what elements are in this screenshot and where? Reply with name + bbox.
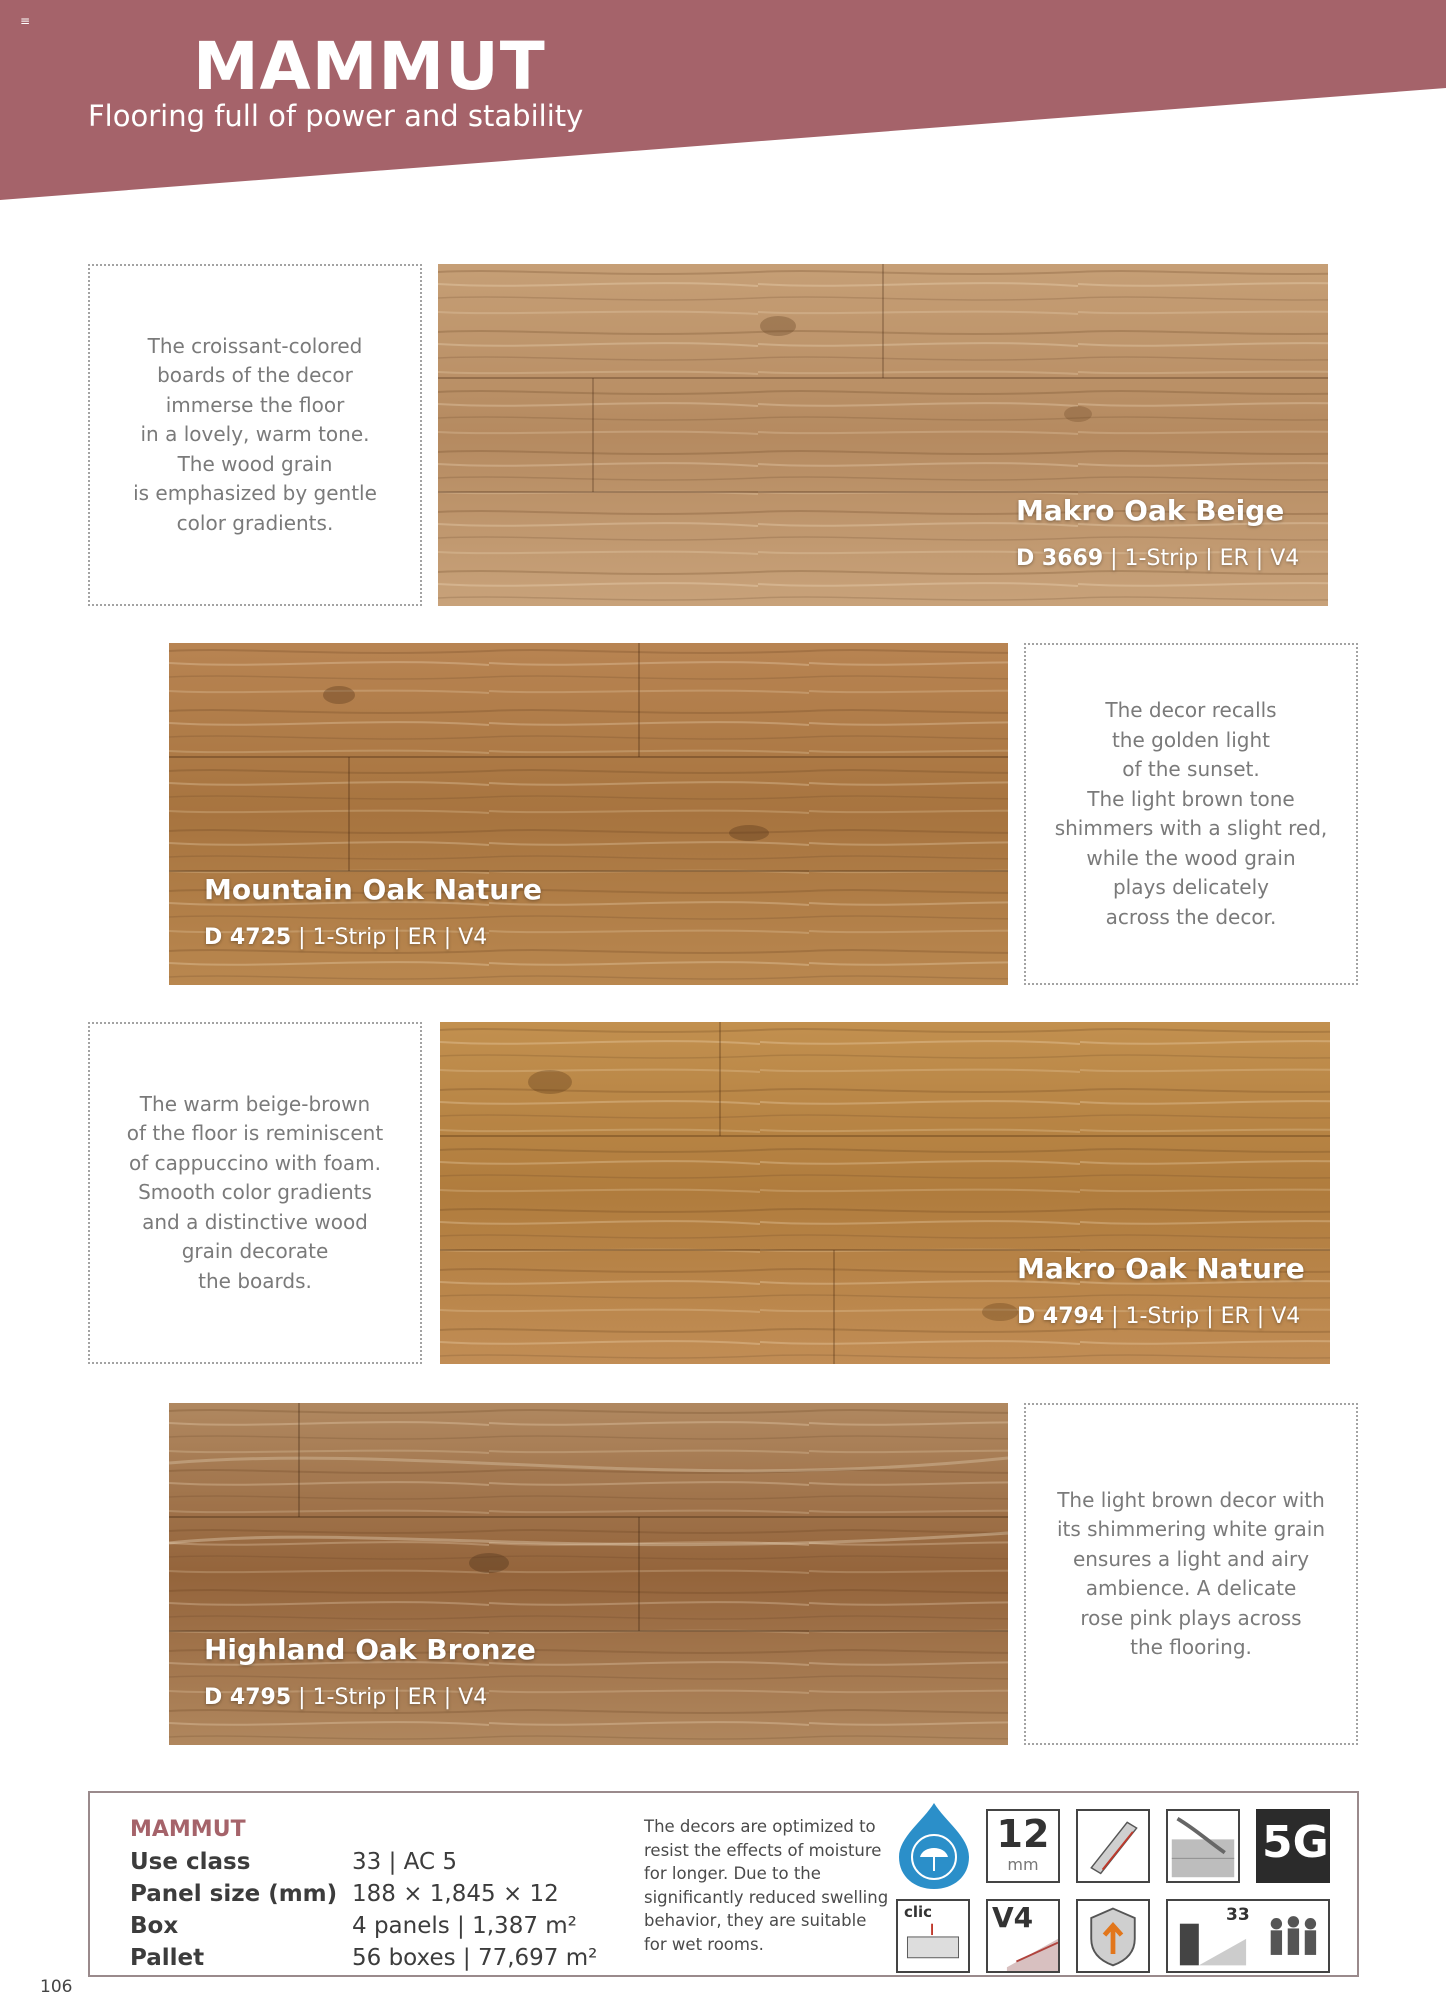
thickness-icon: 12 mm (986, 1809, 1060, 1883)
spec-value: 56 boxes | 77,697 m² (352, 1945, 598, 1971)
bevel-edge-icon (1076, 1809, 1150, 1883)
decor-code: D 4794 | 1-Strip | ER | V4 (1017, 1304, 1301, 1329)
decor-description: The decor recalls the golden light of the sunset. The light brown tone shimmers with a slight red, while the wood grain plays delicately across the decor. (1054, 698, 1328, 929)
spec-value: 4 panels | 1,387 m² (352, 1913, 577, 1939)
decor-description-box (1024, 1403, 1358, 1745)
decor-description: The light brown decor with its shimmering white grain ensures a light and airy ambience. A delicate rose pink plays across the flooring. (1056, 1487, 1326, 1659)
decor-description: The croissant-colored boards of the decor immerse the floor in a lovely, warm tone. The wood grain is emphasized by gentle color gradients. (133, 333, 377, 535)
decor-name: Makro Oak Beige (1016, 494, 1285, 527)
moisture-guard-icon (893, 1801, 975, 1891)
menu-icon[interactable]: ≡ (20, 14, 31, 28)
surface-texture-icon (1166, 1809, 1240, 1883)
decor-image-makro-oak-beige (438, 264, 1328, 606)
v4-groove-icon: V4 (986, 1899, 1060, 1973)
5g-lock-icon: 5G (1256, 1809, 1330, 1883)
decor-description: The warm beige-brown of the floor is reminiscent of cappuccino with foam. Smooth color gradients and a distinctive wood grain decorate the boards. (126, 1091, 384, 1293)
decor-name: Mountain Oak Nature (204, 873, 543, 906)
spec-label: Pallet (130, 1945, 205, 1971)
decor-description-box (1024, 643, 1358, 985)
spec-label: Box (130, 1913, 179, 1939)
decor-name: Makro Oak Nature (1017, 1252, 1305, 1285)
clic-system-icon: clic (896, 1899, 970, 1973)
spec-brand: MAMMUT (130, 1817, 246, 1842)
spec-value: 33 | AC 5 (352, 1849, 457, 1875)
spec-label: Panel size (mm) (130, 1881, 338, 1907)
decor-image-makro-oak-nature (440, 1022, 1330, 1364)
spec-note: The decors are optimized to resist the effects of moisture for longer. Due to the significantly reduced swelling behavior, they are suitable for wet rooms. (644, 1817, 889, 1954)
decor-name: Highland Oak Bronze (204, 1633, 536, 1666)
spec-label: Use class (130, 1849, 251, 1875)
decor-code: D 3669 | 1-Strip | ER | V4 (1016, 546, 1300, 571)
decor-code: D 4795 | 1-Strip | ER | V4 (204, 1685, 488, 1710)
spec-box (88, 1791, 1359, 1977)
decor-code: D 4725 | 1-Strip | ER | V4 (204, 925, 488, 950)
decor-image-highland-oak-bronze (169, 1403, 1008, 1745)
page-subtitle: Flooring full of power and stability (88, 99, 584, 133)
spec-value: 188 × 1,845 × 12 (352, 1881, 559, 1907)
page-title: MAMMUT (193, 28, 546, 105)
decor-description-box (88, 264, 422, 606)
decor-description-box (88, 1022, 422, 1364)
shield-arrow-icon (1076, 1899, 1150, 1973)
page-number: 106 (40, 1977, 73, 1997)
decor-image-mountain-oak-nature (169, 643, 1008, 985)
use-class-33-icon: 33 (1166, 1899, 1330, 1973)
